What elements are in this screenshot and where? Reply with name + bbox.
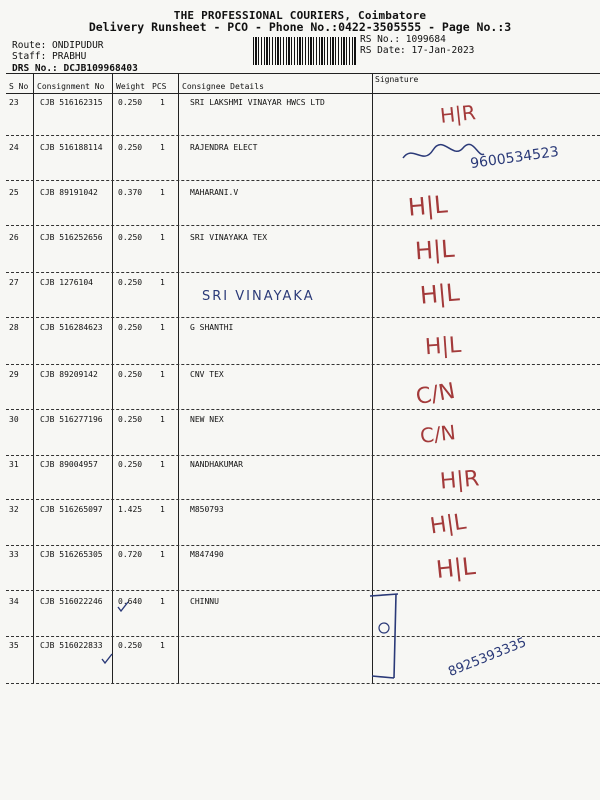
row-consignment-no: CJB 89191042 bbox=[40, 188, 98, 197]
row-sno: 32 bbox=[9, 505, 19, 514]
row-consignment-no: CJB 516265305 bbox=[40, 550, 103, 559]
row-divider bbox=[6, 364, 600, 365]
col-header-pcs: PCS bbox=[152, 82, 167, 91]
row-divider bbox=[6, 545, 600, 546]
row-pcs: 1 bbox=[160, 641, 165, 650]
row-signature: C/N bbox=[418, 420, 457, 448]
row-signature: H|R bbox=[438, 466, 481, 495]
col-header-sno: S No bbox=[9, 82, 29, 91]
row-consignment-no: CJB 1276104 bbox=[40, 278, 93, 287]
row-pcs: 1 bbox=[160, 98, 165, 107]
row-pcs: 1 bbox=[160, 505, 165, 514]
row-sno: 30 bbox=[9, 415, 19, 424]
row-consignment-no: CJB 516284623 bbox=[40, 323, 103, 332]
row-divider bbox=[6, 455, 600, 456]
rs-number: RS No.: 1099684 bbox=[360, 34, 446, 45]
row-pcs: 1 bbox=[160, 323, 165, 332]
row-consignment-no: CJB 516277196 bbox=[40, 415, 103, 424]
row-signature: H|R bbox=[438, 100, 477, 128]
row-consignment-no: CJB 516188114 bbox=[40, 143, 103, 152]
row-consignee: NANDHAKUMAR bbox=[190, 460, 243, 469]
route-label: Route: ONDIPUDUR bbox=[12, 40, 104, 51]
row-consignee: G SHANTHI bbox=[190, 323, 234, 332]
row-divider bbox=[6, 180, 600, 181]
row-sno: 23 bbox=[9, 98, 19, 107]
table-top-border bbox=[6, 73, 600, 74]
row-weight: 0.250 bbox=[118, 370, 143, 379]
col-header-weight: Weight bbox=[116, 82, 145, 91]
barcode bbox=[253, 37, 356, 65]
column-divider bbox=[33, 73, 34, 683]
row-sno: 34 bbox=[9, 597, 19, 606]
row-divider bbox=[6, 636, 600, 637]
row-sno: 25 bbox=[9, 188, 19, 197]
check-mark-icon bbox=[100, 652, 114, 666]
row-divider bbox=[6, 409, 600, 410]
row-weight: 0.250 bbox=[118, 233, 143, 242]
row-consignee: RAJENDRA ELECT bbox=[190, 143, 258, 152]
column-divider bbox=[112, 73, 113, 683]
row-consignment-no: CJB 516162315 bbox=[40, 98, 103, 107]
row-weight: 0.250 bbox=[118, 460, 143, 469]
row-signature: H|L bbox=[418, 278, 461, 310]
signature-scribble-icon bbox=[398, 140, 488, 170]
drs-number: DRS No.: DCJB109968403 bbox=[12, 63, 138, 74]
row-weight: 0.250 bbox=[118, 278, 143, 287]
runsheet-subtitle: Delivery Runsheet - PCO - Phone No.:0422-3505555 - Page No.:3 bbox=[88, 20, 512, 34]
row-divider bbox=[6, 225, 600, 226]
staff-label: Staff: PRABHU bbox=[12, 51, 87, 62]
row-consignee: M850793 bbox=[190, 505, 224, 514]
row-divider bbox=[6, 590, 600, 591]
row-consignee: MAHARANI.V bbox=[190, 188, 239, 197]
row-signature: H|L bbox=[434, 552, 477, 584]
row-sno: 27 bbox=[9, 278, 19, 287]
row-divider bbox=[6, 499, 600, 500]
col-header-signature: Signature bbox=[375, 75, 419, 84]
column-divider bbox=[178, 73, 179, 683]
row-consignee: M847490 bbox=[190, 550, 224, 559]
bracket-mark-icon bbox=[368, 592, 408, 682]
row-consignment-no: CJB 516252656 bbox=[40, 233, 103, 242]
row-divider bbox=[6, 683, 600, 684]
row-sno: 24 bbox=[9, 143, 19, 152]
row-sno: 33 bbox=[9, 550, 19, 559]
row-consignee: SRI VINAYAKA TEX bbox=[190, 233, 268, 242]
rs-date: RS Date: 17-Jan-2023 bbox=[360, 45, 475, 56]
row-pcs: 1 bbox=[160, 278, 165, 287]
row-signature: H|L bbox=[424, 332, 463, 361]
row-handwritten-note: SRI VINAYAKA bbox=[202, 289, 315, 304]
row-pcs: 1 bbox=[160, 370, 165, 379]
row-weight: 0.250 bbox=[118, 143, 143, 152]
row-sno: 31 bbox=[9, 460, 19, 469]
row-weight: 1.425 bbox=[118, 505, 143, 514]
row-pcs: 1 bbox=[160, 188, 165, 197]
row-signature: C/N bbox=[414, 378, 458, 411]
row-divider bbox=[6, 135, 600, 136]
row-weight: 0.250 bbox=[118, 641, 143, 650]
row-pcs: 1 bbox=[160, 550, 165, 559]
row-weight: 0.250 bbox=[118, 415, 143, 424]
row-consignment-no: CJB 89209142 bbox=[40, 370, 98, 379]
row-weight: 0.250 bbox=[118, 98, 143, 107]
check-mark-icon bbox=[116, 600, 130, 614]
row-weight: 0.720 bbox=[118, 550, 143, 559]
company-title: THE PROFESSIONAL COURIERS, Coimbatore bbox=[173, 9, 427, 22]
col-header-consignment: Consignment No bbox=[37, 82, 105, 91]
row-pcs: 1 bbox=[160, 143, 165, 152]
row-signature: 9600534523 bbox=[469, 143, 560, 173]
row-pcs: 1 bbox=[160, 597, 165, 606]
row-weight: 0.640 bbox=[118, 597, 143, 606]
row-pcs: 1 bbox=[160, 415, 165, 424]
row-consignment-no: CJB 516022833 bbox=[40, 641, 103, 650]
row-signature: H|L bbox=[406, 190, 449, 222]
row-sno: 26 bbox=[9, 233, 19, 242]
row-pcs: 1 bbox=[160, 233, 165, 242]
row-divider bbox=[6, 317, 600, 318]
row-consignee: NEW NEX bbox=[190, 415, 224, 424]
row-consignment-no: CJB 516265097 bbox=[40, 505, 103, 514]
row-sno: 28 bbox=[9, 323, 19, 332]
row-sno: 29 bbox=[9, 370, 19, 379]
col-header-consignee: Consignee Details bbox=[182, 82, 264, 91]
row-pcs: 1 bbox=[160, 460, 165, 469]
row-weight: 0.370 bbox=[118, 188, 143, 197]
row-sno: 35 bbox=[9, 641, 19, 650]
table-header-border bbox=[6, 93, 600, 94]
row-signature: H|L bbox=[428, 509, 468, 540]
row-signature: 8925393335 bbox=[446, 635, 529, 680]
row-consignee: SRI LAKSHMI VINAYAR HWCS LTD bbox=[190, 98, 325, 107]
row-divider bbox=[6, 272, 600, 273]
row-weight: 0.250 bbox=[118, 323, 143, 332]
row-signature: H|L bbox=[414, 234, 456, 266]
row-consignee: CNV TEX bbox=[190, 370, 224, 379]
row-consignee: CHINNU bbox=[190, 597, 219, 606]
row-consignment-no: CJB 516022246 bbox=[40, 597, 103, 606]
row-consignment-no: CJB 89004957 bbox=[40, 460, 98, 469]
